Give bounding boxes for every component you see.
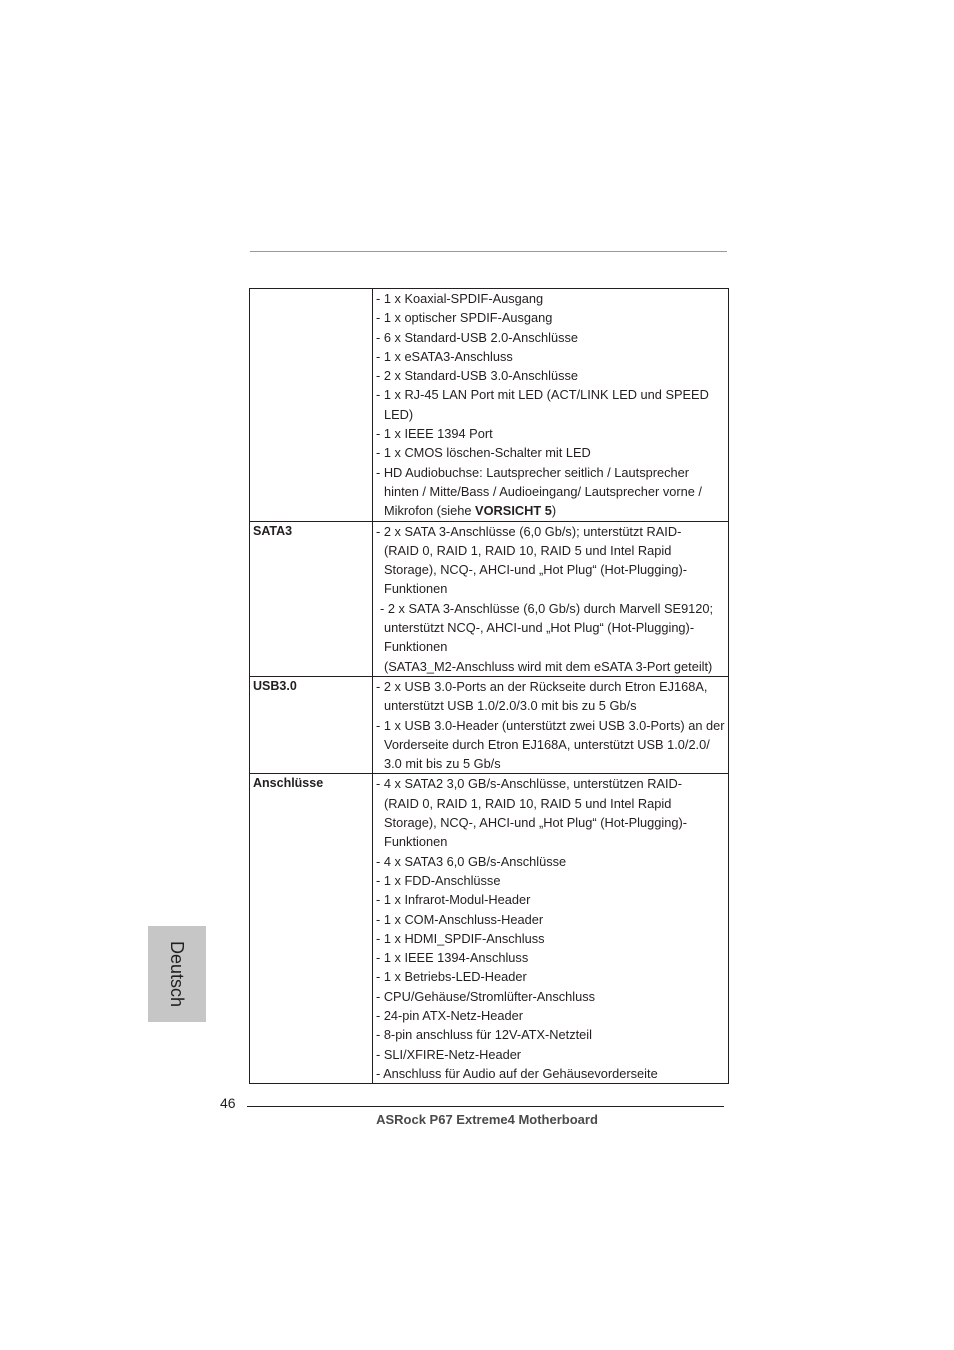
spec-row (250, 521, 728, 676)
spec-line: - 1 x Koaxial-SPDIF-Ausgang (376, 291, 544, 306)
spec-line: Funktionen (384, 581, 448, 597)
spec-line: - 2 x USB 3.0-Ports an der Rückseite durch Etron EJ168A, (376, 678, 708, 694)
spec-line: - 1 x RJ-45 LAN Port mit LED (ACT/LINK LED und SPEED (376, 387, 709, 403)
spec-line: unterstützt USB 1.0/2.0/3.0 mit bis zu 5 Gb/s (384, 698, 637, 714)
spec-line: Vorderseite durch Etron EJ168A, unterstützt USB 1.0/2.0/ (384, 736, 710, 752)
spec-label: Anschlüsse (250, 774, 373, 1083)
spec-line: - HD Audiobuchse: Lautsprecher seitlich / Lautsprecher (376, 464, 689, 480)
spec-line: hinten / Mitte/Bass / Audioeingang/ Lautsprecher vorne / (384, 483, 702, 499)
spec-line: - 2 x SATA 3-Anschlüsse (6,0 Gb/s) durch Marvell SE9120; (380, 600, 714, 616)
spec-line: - 1 x COM-Anschluss-Header (376, 911, 544, 927)
spec-line-suffix: ) (551, 503, 557, 519)
spec-line: - SLI/XFIRE-Netz-Header (376, 1046, 522, 1062)
spec-line: LED) (384, 406, 414, 422)
spec-line: - 1 x HDMI_SPDIF-Anschluss (376, 930, 545, 946)
spec-line-text: Mikrofon (siehe (384, 503, 476, 519)
page-number: 46 (220, 1095, 236, 1111)
specification-table (249, 288, 729, 1084)
language-tab (148, 926, 206, 1022)
spec-line: - 4 x SATA3 6,0 GB/s-Anschlüsse (376, 853, 567, 869)
spec-line: - 1 x eSATA3-Anschluss (376, 348, 513, 364)
spec-line: - 1 x Infrarot-Modul-Header (376, 892, 531, 908)
spec-content (373, 289, 728, 521)
spec-line: Funktionen (384, 834, 448, 850)
spec-line: Funktionen (384, 639, 448, 655)
spec-content (373, 774, 728, 1083)
caution-reference: VORSICHT 5 (475, 503, 552, 519)
spec-line: (SATA3_M2-Anschluss wird mit dem eSATA 3-Port geteilt) (384, 658, 713, 674)
spec-label: USB3.0 (250, 677, 373, 773)
footer-rule (247, 1106, 724, 1107)
spec-line: - 4 x SATA2 3,0 GB/s-Anschlüsse, unterstützen RAID- (376, 776, 683, 792)
spec-line: (RAID 0, RAID 1, RAID 10, RAID 5 und Intel Rapid (384, 542, 672, 558)
spec-line: 3.0 mit bis zu 5 Gb/s (384, 756, 501, 772)
spec-line: - 1 x IEEE 1394 Port (376, 426, 493, 442)
spec-line: unterstützt NCQ-, AHCI-und „Hot Plug“ (Hot-Plugging)- (384, 620, 695, 636)
footer-title: ASRock P67 Extreme4 Motherboard (376, 1112, 598, 1127)
spec-line: - 2 x SATA 3-Anschlüsse (6,0 Gb/s); unterstützt RAID- (376, 523, 682, 539)
spec-line: - 8-pin anschluss für 12V-ATX-Netzteil (376, 1027, 592, 1043)
spec-line: - 1 x USB 3.0-Header (unterstützt zwei USB 3.0-Ports) an der (376, 717, 725, 733)
spec-line: - 1 x optischer SPDIF-Ausgang (376, 310, 553, 326)
language-tab-label: Deutsch (167, 940, 188, 1008)
spec-line: - Anschluss für Audio auf der Gehäusevorderseite (376, 1065, 658, 1081)
spec-content (373, 522, 728, 676)
spec-line: Storage), NCQ-, AHCI-und „Hot Plug“ (Hot-Plugging)- (384, 815, 687, 831)
spec-label (250, 289, 373, 521)
spec-line: - 6 x Standard-USB 2.0-Anschlüsse (376, 329, 579, 345)
header-rule (250, 251, 727, 252)
spec-line: - 1 x IEEE 1394-Anschluss (376, 950, 529, 966)
spec-row (250, 289, 728, 521)
spec-line: (RAID 0, RAID 1, RAID 10, RAID 5 und Intel Rapid (384, 795, 672, 811)
spec-line (376, 501, 728, 520)
spec-line: - 24-pin ATX-Netz-Header (376, 1007, 523, 1023)
spec-row (250, 773, 728, 1083)
spec-label: SATA3 (250, 522, 373, 676)
spec-line: - 1 x CMOS löschen-Schalter mit LED (376, 445, 591, 461)
spec-line: - 2 x Standard-USB 3.0-Anschlüsse (376, 368, 579, 384)
spec-line: - CPU/Gehäuse/Stromlüfter-Anschluss (376, 988, 596, 1004)
spec-line: Storage), NCQ-, AHCI-und „Hot Plug“ (Hot-Plugging)- (384, 562, 687, 578)
spec-line: - 1 x FDD-Anschlüsse (376, 872, 501, 888)
spec-content (373, 677, 728, 773)
spec-row (250, 676, 728, 773)
spec-line: - 1 x Betriebs-LED-Header (376, 969, 527, 985)
